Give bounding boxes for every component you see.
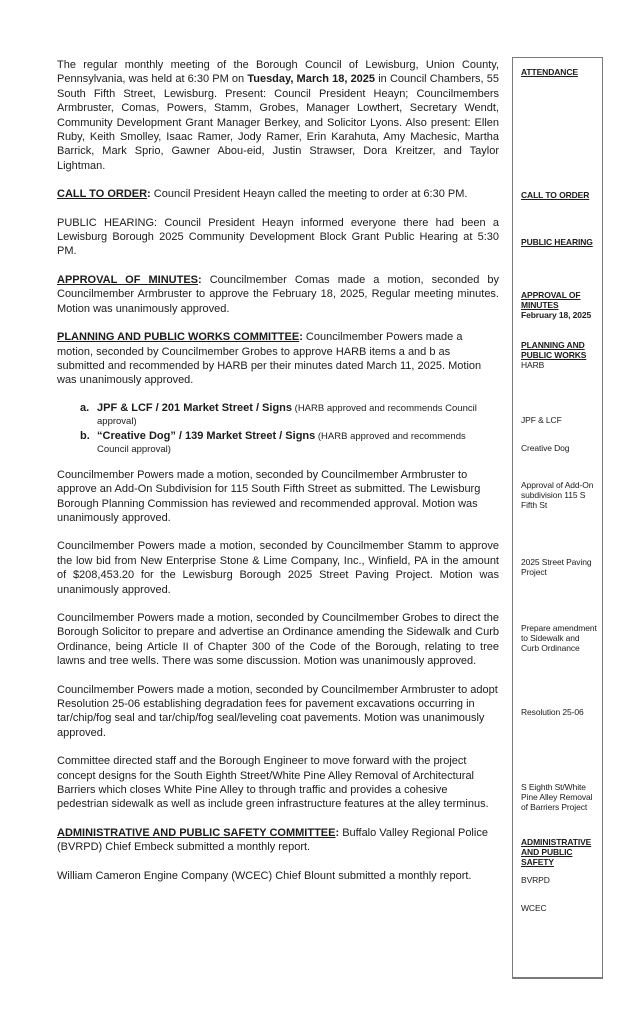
intro-text-post: in Council Chambers, 55 South Fifth Street, Lewisburg. Present: Council President Heayn; Councilmembers Armbruster, Comas, Powers, Stamm, Grobes, Manager Lowthert, Secretary Wendt, Community Development Grant Manager Berkey, and Solicitor Lyons. Also present: Ellen Ruby, Keith Smolley, Isaac Ramer, Jody Ramer, Erin Karahuta, Amy Machesic, Martha Barrick, Mark Sprio, Gawner Abou-eid, Justin Strawser, Dora Kreitzer, and Taylor Lightman. [57, 73, 499, 172]
margin-note-text: Resolution 25-06 [521, 707, 584, 717]
approval-of-minutes-heading: APPROVAL OF MINUTES [57, 273, 198, 286]
minutes-body [57, 58, 499, 897]
admin-committee-text: Buffalo Valley Regional Police (BVRPD) Chief Embeck submitted a monthly report. [57, 826, 488, 854]
paragraph-call-to-order [57, 187, 499, 201]
harb-items-list [80, 402, 499, 456]
meeting-date: Tuesday, March 18, 2025 [247, 73, 376, 86]
margin-note-approval-of-minutes [521, 290, 599, 320]
margin-note-heading: PLANNING AND PUBLIC WORKS [521, 340, 587, 360]
margin-note-resolution-25-06 [521, 707, 599, 717]
margin-note-heading: ATTENDANCE [521, 67, 578, 77]
margin-note-text: Approval of Add-On subdivision 115 S Fifth St [521, 480, 594, 510]
margin-note-text: JPF & LCF [521, 415, 562, 425]
harb-item-a [80, 402, 499, 428]
harb-item-b-title: “Creative Dog” / 139 Market Street / Signs [97, 429, 316, 442]
paragraph-approval-of-minutes [57, 273, 499, 316]
street-paving-text: Councilmember Powers made a motion, seconded by Councilmember Stamm to approve the low bid from New Enterprise Stone & Lime Company, Inc., Winfield, PA in the amount of $208,453.20 for the Lewisburg Borough 2025 Street Paving Project. Motion was unanimously approved. [57, 540, 499, 596]
margin-note-heading: APPROVAL OF MINUTES [521, 290, 581, 310]
margin-note-call-to-order [521, 190, 599, 200]
harb-item-a-title: JPF & LCF / 201 Market Street / Signs [97, 401, 293, 414]
planning-committee-text: Councilmember Powers made a motion, seconded by Councilmember Grobes to approve HARB items a and b as submitted and recommended by HARB per their minutes dated March 11, 2025. Motion was unanimously approved. [57, 331, 482, 387]
margin-note-text: Creative Dog [521, 443, 570, 453]
margin-note-street-paving [521, 557, 599, 577]
margin-note-sidewalk-ordinance [521, 623, 599, 653]
approval-of-minutes-colon: : [198, 273, 202, 286]
margin-note-creative-dog [521, 443, 599, 453]
margin-note-heading: PUBLIC HEARING [521, 237, 593, 247]
planning-committee-heading: PLANNING AND PUBLIC WORKS COMMITTEE [57, 331, 300, 344]
paragraph-resolution-25-06 [57, 683, 499, 741]
harb-item-b-body [97, 430, 499, 456]
sidewalk-ordinance-text: Councilmember Powers made a motion, seconded by Councilmember Grobes to direct the Borough Solicitor to prepare and advertise an Ordinance amending the Sidewalk and Curb Ordinance, being Article II of Chapter 300 of the Code of the Borough, relating to tree lawns and tree wells. There was some discussion. Motion was unanimously approved. [57, 611, 499, 668]
paragraph-addon-subdivision [57, 468, 499, 526]
paragraph-wcec-report [57, 869, 499, 883]
harb-item-b [80, 430, 499, 456]
call-to-order-heading: CALL TO ORDER [57, 188, 148, 201]
margin-note-text: Prepare amendment to Sidewalk and Curb Ordinance [521, 623, 597, 653]
margin-note-planning-public-works [521, 340, 599, 370]
approval-of-minutes-text: Councilmember Comas made a motion, seconded by Councilmember Armbruster to approve the February 18, 2025, Regular meeting minutes. Motion was unanimously approved. [57, 273, 499, 315]
call-to-order-colon: : [147, 188, 151, 201]
paragraph-planning-committee [57, 330, 499, 388]
addon-subdivision-text: Councilmember Powers made a motion, seconded by Councilmember Armbruster to approve an Add-On Subdivision for 115 South Fifth Street as submitted. The Lewisburg Borough Planning Commission has reviewed and recommended approval. Motion was unanimously approved. [57, 468, 481, 524]
margin-note-barriers-project [521, 782, 599, 812]
list-marker: a. [80, 401, 90, 414]
paragraph-admin-committee [57, 826, 499, 855]
harb-item-b-note: (HARB approved and recommends Council approval) [97, 430, 466, 455]
margin-note-subtext: HARB [521, 360, 545, 370]
margin-notes-box [512, 57, 603, 979]
margin-note-bvrpd [521, 875, 599, 885]
paragraph-intro [57, 58, 499, 173]
margin-note-wcec [521, 903, 599, 913]
margin-note-public-hearing [521, 237, 599, 247]
margin-note-administrative-public-safety [521, 837, 599, 867]
public-hearing-text: PUBLIC HEARING: Council President Heayn informed everyone there had been a Lewisburg Borough 2025 Community Development Block Grant Public Hearing at 5:30 PM. [57, 216, 499, 258]
harb-item-a-note: (HARB approved and recommends Council approval) [97, 402, 477, 427]
paragraph-sidewalk-ordinance [57, 611, 499, 669]
harb-item-a-body [97, 402, 499, 428]
call-to-order-text: Council President Heayn called the meeting to order at 6:30 PM. [150, 188, 468, 201]
wcec-report-text: William Cameron Engine Company (WCEC) Chief Blount submitted a monthly report. [57, 869, 472, 882]
margin-note-addon-subdivision [521, 480, 599, 510]
paragraph-barriers-project [57, 754, 499, 812]
margin-note-text: 2025 Street Paving Project [521, 557, 592, 577]
planning-committee-colon: : [299, 331, 303, 344]
margin-note-text: WCEC [521, 903, 547, 913]
admin-committee-colon: : [335, 826, 340, 839]
admin-committee-heading: ADMINISTRATIVE AND PUBLIC SAFETY COMMITTEE [57, 826, 336, 839]
resolution-25-06-text: Councilmember Powers made a motion, seconded by Councilmember Armbruster to adopt Resolution 25-06 establishing degradation fees for pavement excavations occurring in tar/chip/fog seal and tar/chip/fog seal/leveling coat pavements. Motion was unanimously approved. [57, 683, 498, 739]
margin-note-heading: CALL TO ORDER [521, 190, 590, 200]
margin-note-text: BVRPD [521, 875, 550, 885]
intro-text-pre: The regular monthly meeting of the Borough Council of Lewisburg, Union County, Pennsylvania, was held at 6:30 PM on [57, 59, 499, 86]
margin-note-subtext: February 18, 2025 [521, 310, 592, 320]
margin-note-text: S Eighth St/White Pine Alley Removal of Barriers Project [521, 782, 593, 812]
paragraph-street-paving [57, 539, 499, 597]
list-marker: b. [80, 429, 90, 442]
margin-note-jpf-lcf [521, 415, 599, 425]
paragraph-public-hearing [57, 216, 499, 259]
barriers-project-text: Committee directed staff and the Borough Engineer to move forward with the project concept designs for the South Eighth Street/White Pine Alley Removal of Architectural Barriers which closes White Pine Alley to through traffic and provides a cohesive pedestrian sidewalk as well as include green infrastructure features at the alley terminus. [57, 755, 489, 811]
margin-note-attendance [521, 67, 599, 77]
margin-note-heading: ADMINISTRATIVE AND PUBLIC SAFETY [521, 837, 592, 867]
